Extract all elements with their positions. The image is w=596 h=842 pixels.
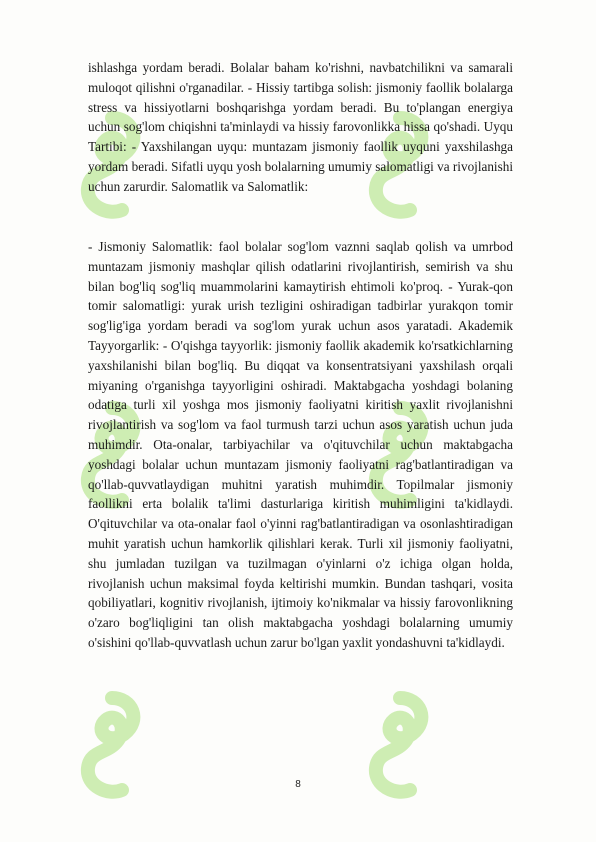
page-number: 8 <box>295 779 301 790</box>
body-paragraph: ishlashga yordam beradi. Bolalar baham ko'rishni, navbatchilikni va samarali muloqot qilishni o'rganadilar. - Hissiy tartibga solish: jismoniy faollik bolalarga stress va hissiyotlarni boshqarishga yordam beradi. Bu to'plangan energiya uchun sog'lom chiqishni ta'minlaydi va hissiy farovonlikka hissa qo'shadi. Uyqu Tartibi: - Yaxshilangan uyqu: muntazam jismoniy faollik uyquni yaxshilashga yordam beradi. Sifatli uyqu yosh bolalarning umumiy salomatligi va rivojlanishi uchun zarurdir. Salomatlik va Salomatlik: <box>88 60 513 194</box>
watermark-logo-icon <box>72 690 152 810</box>
watermark-logo-icon <box>360 690 440 810</box>
body-paragraph: - Jismoniy Salomatlik: faol bolalar sog'lom vaznni saqlab qolish va umrbod muntazam jismoniy mashqlar qilish odatlarini rivojlantirish, semirish va shu bilan bog'liq sog'liq muammolarini kamaytirish ehtimoli ko'proq. - Yurak-qon tomir salomatligi: yurak urish tezligini oshiradigan tadbirlar yurakqon tomir sog'lig'iga yordam beradi va sog'lom yurak uchun asos yaratadi. Akademik Tayyorgarlik: - O'qishga tayyorlik: jismoniy faollik akademik ko'rsatkichlarning yaxshilanishi bilan bog'liq. Bu diqqat va konsentratsiyani yaxshilash orqali miyaning o'rganishga tayyorligini oshiradi. Maktabgacha yoshdagi bolaning odatiga turli xil yoshga mos jismoniy faoliyatni kiritish yaxlit rivojlanishni rivojlantirish va sog'lom va faol turmush tarzi uchun asos yaratish uchun juda muhimdir. Ota-onalar, tarbiyachilar va o'qituvchilar uchun maktabgacha yoshdagi bolalar uchun muntazam jismoniy faoliyatni rag'batlantiradigan va qo'llab-quvvatlaydigan muhitni yaratish muhimdir. Topilmalar jismoniy faollikni erta bolalik ta'limi dasturlariga kiritish muhimligini ta'kidlaydi. O'qituvchilar va ota-onalar faol o'yinni rag'batlantiradigan va osonlashtiradigan muhit yaratish uchun hamkorlik qilishlari kerak. Turli xil jismoniy faoliyatni, shu jumladan tuzilgan va tuzilmagan o'yinlarni o'z ichiga olgan holda, rivojlanish uchun maksimal foyda keltirishi mumkin. Bundan tashqari, vosita qobiliyatlari, kognitiv rivojlanish, ijtimoiy ko'nikmalar va hissiy farovonlikning o'zaro bog'liqligini tan olish maktabgacha yoshdagi bolalarning umumiy o'sishini qo'llab-quvvatlash uchun zarur bo'lgan yaxlit yondashuvni ta'kidlaydi. <box>88 239 513 650</box>
